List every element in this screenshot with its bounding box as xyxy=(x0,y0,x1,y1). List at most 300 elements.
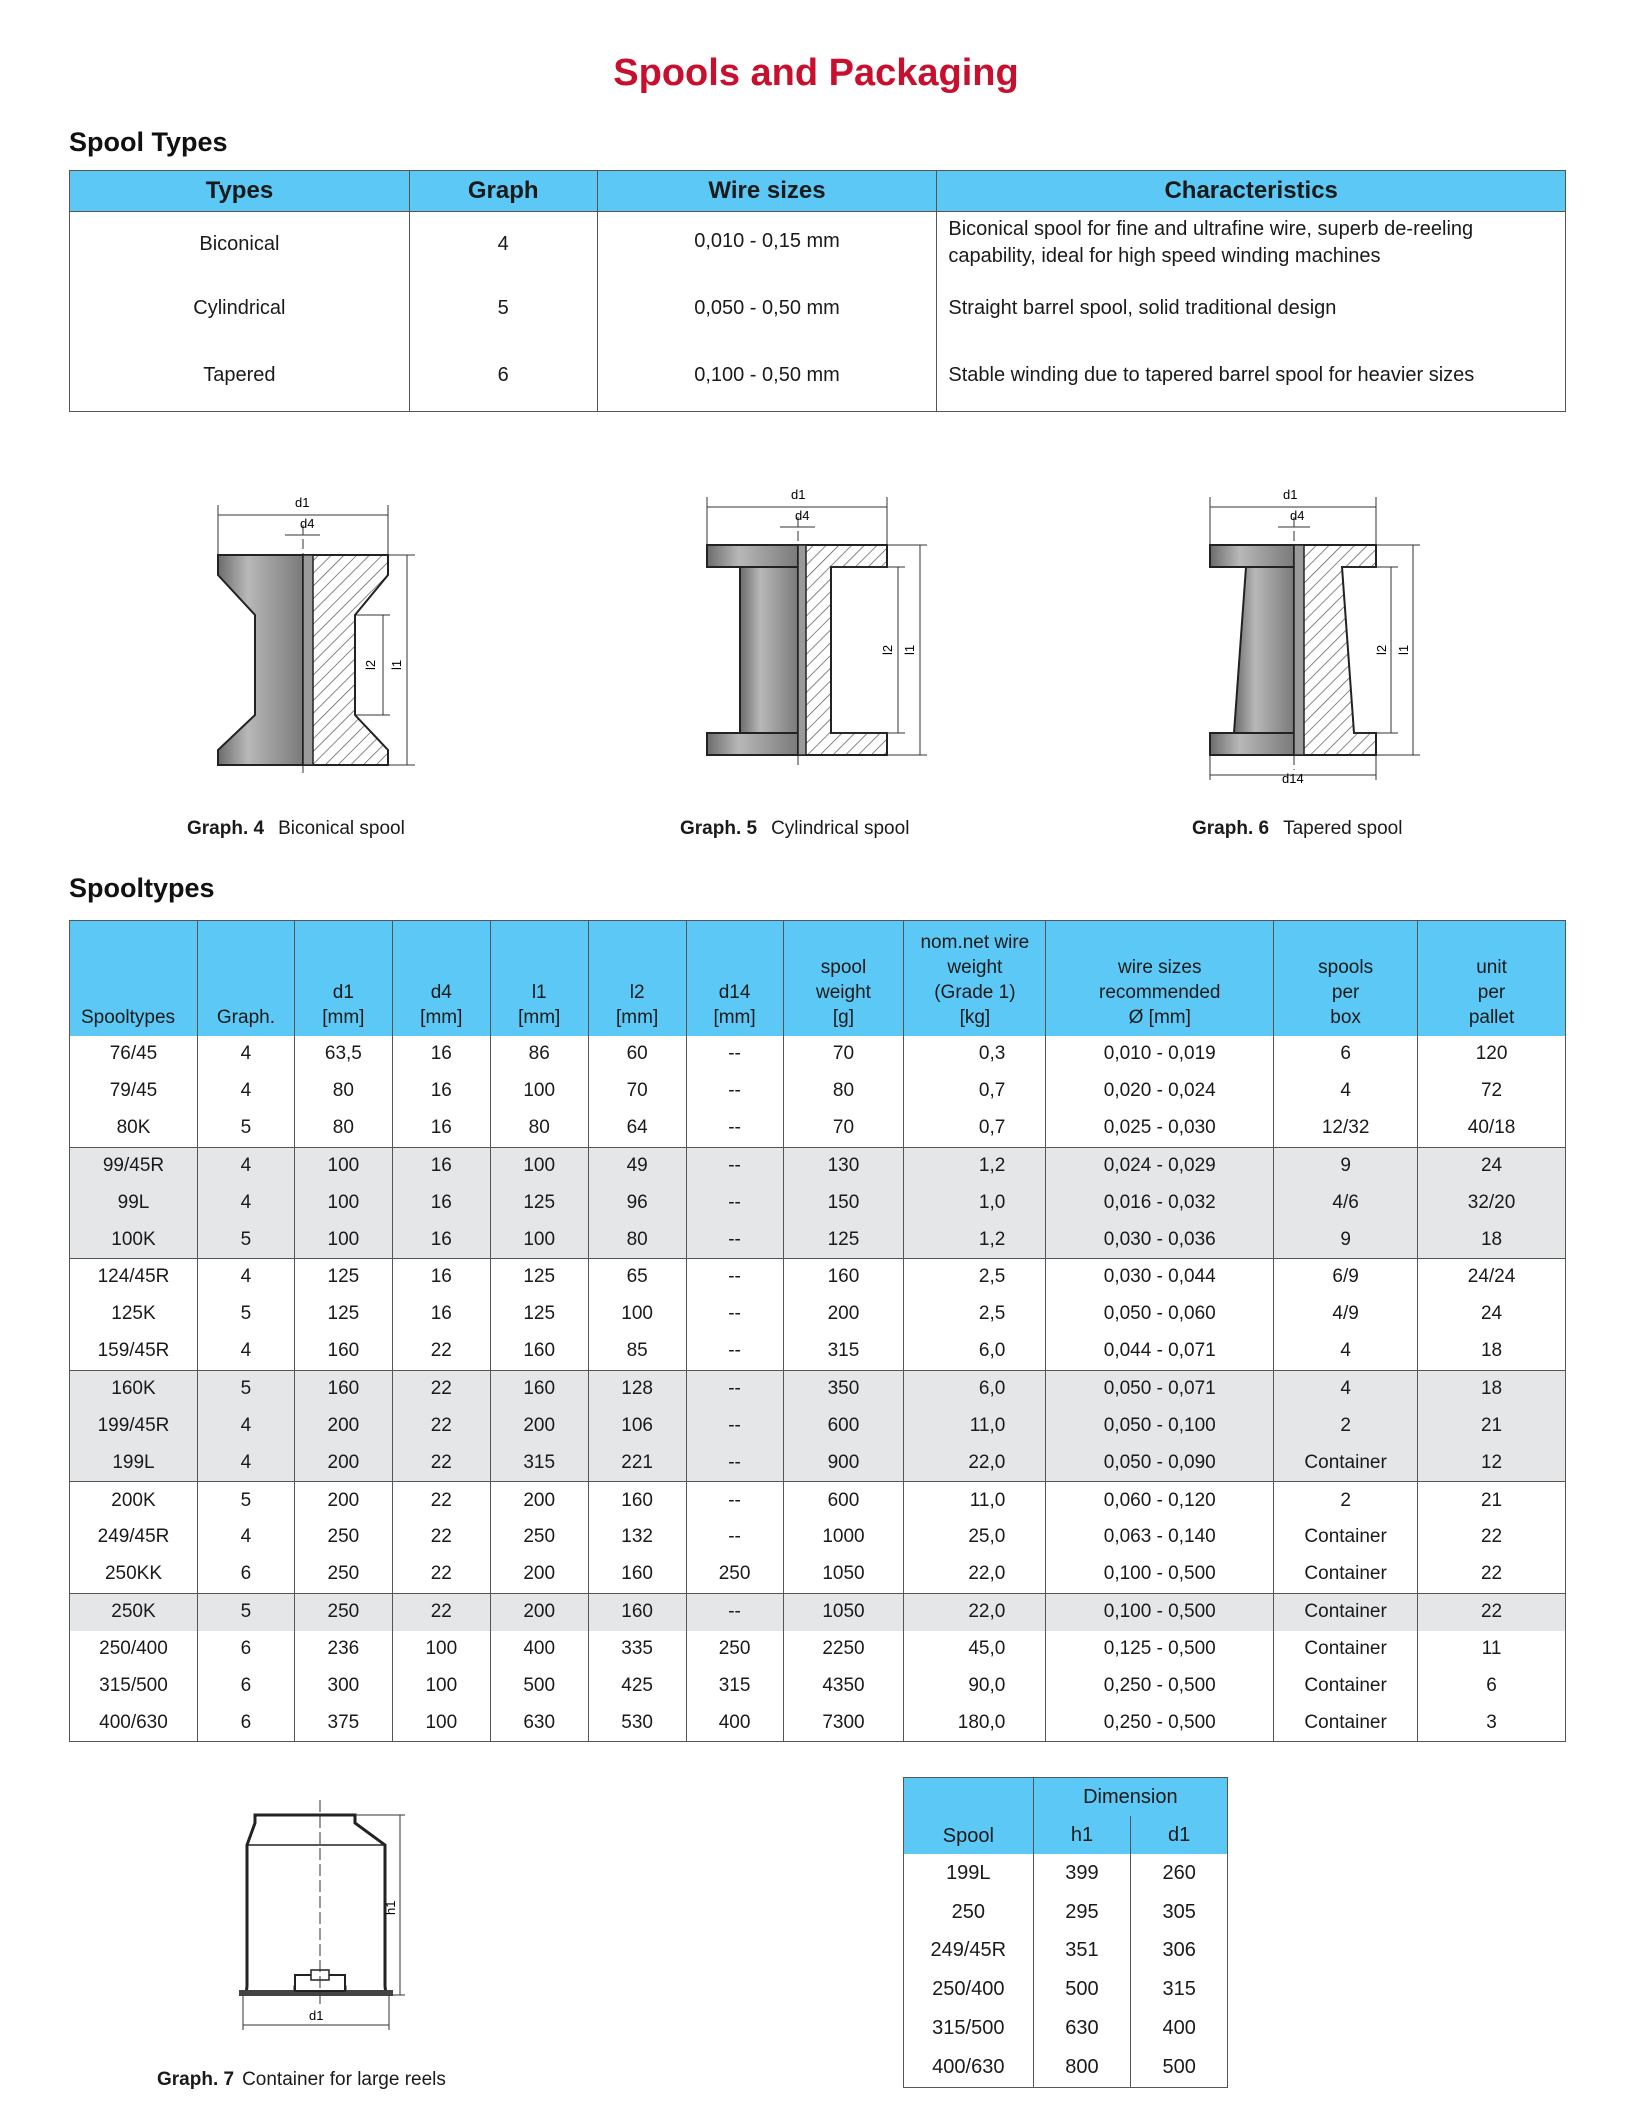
table-cell: 0,010 - 0,019 xyxy=(1046,1036,1274,1073)
table-cell: 80 xyxy=(294,1073,392,1110)
table-cell: 12/32 xyxy=(1274,1110,1418,1147)
table-cell: 7300 xyxy=(783,1704,904,1741)
table-cell: 1000 xyxy=(783,1519,904,1556)
table-cell: -- xyxy=(686,1073,783,1110)
table-cell: 11,0 xyxy=(904,1482,1046,1519)
table-cell: 125K xyxy=(111,1303,156,1325)
table-cell: 400/630 xyxy=(932,2055,1005,2078)
cell-characteristics: Stable winding due to tapered barrel spool for heavier sizes xyxy=(937,340,1566,412)
table-cell: 18 xyxy=(1418,1221,1566,1258)
table-cell: 200 xyxy=(783,1296,904,1333)
table-cell: Container xyxy=(1274,1667,1418,1704)
table-cell: 0,030 - 0,044 xyxy=(1046,1259,1274,1296)
table-cell: 200 xyxy=(294,1407,392,1444)
table-cell: 250 xyxy=(686,1556,783,1593)
header-line: pallet xyxy=(1468,1007,1515,1028)
table-cell: 160 xyxy=(490,1370,588,1407)
table-cell: 132 xyxy=(588,1519,686,1556)
spool-types-table xyxy=(69,170,1566,412)
table-cell: 250KK xyxy=(104,1563,162,1585)
container-drawing xyxy=(225,1795,425,2040)
table-cell: Container xyxy=(1274,1519,1418,1556)
table-cell: -- xyxy=(686,1110,783,1147)
table-cell: 22,0 xyxy=(904,1556,1046,1593)
header-line: spool xyxy=(820,957,867,978)
table-cell: 22,0 xyxy=(904,1444,1046,1481)
page-title: Spools and Packaging xyxy=(613,52,1019,94)
header-col-7 xyxy=(783,921,904,1037)
header-col-6 xyxy=(686,921,783,1037)
table-cell: 100 xyxy=(392,1631,490,1668)
table-cell: 236 xyxy=(294,1631,392,1668)
table-cell: 24 xyxy=(1418,1296,1566,1333)
table-cell: 12 xyxy=(1418,1444,1566,1481)
table-cell: 125 xyxy=(783,1221,904,1258)
tapered-spool-drawing xyxy=(1198,485,1438,795)
table-cell: 180,0 xyxy=(904,1704,1046,1741)
table-cell: 22 xyxy=(1418,1556,1566,1593)
table-cell: 45,0 xyxy=(904,1631,1046,1668)
table-row xyxy=(70,1184,1566,1221)
cell-type: Biconical xyxy=(199,232,280,255)
header-col-5 xyxy=(588,921,686,1037)
table-cell: 2,5 xyxy=(904,1296,1046,1333)
table-cell: 0,7 xyxy=(904,1073,1046,1110)
table-cell: 6 xyxy=(1274,1036,1418,1073)
header-line: weight xyxy=(816,982,871,1003)
header-line: d14 xyxy=(718,982,751,1003)
table-cell: 0,016 - 0,032 xyxy=(1046,1184,1274,1221)
g5-label-d1: d1 xyxy=(791,487,806,502)
table-row xyxy=(70,1407,1566,1444)
header-col-8 xyxy=(904,921,1046,1037)
table-row xyxy=(70,212,1566,277)
table-cell: 4 xyxy=(1274,1073,1418,1110)
table-cell: 160 xyxy=(588,1482,686,1519)
table-cell: 5 xyxy=(197,1370,294,1407)
cell-characteristics: Biconical spool for fine and ultrafine wire, superb de-reeling capability, ideal for high speed winding machines xyxy=(937,212,1566,277)
table-cell: 4 xyxy=(197,1333,294,1370)
header-graph: Graph xyxy=(409,171,597,212)
graph-5-label: Cylindrical spool xyxy=(771,818,910,839)
g4-label-l1: l1 xyxy=(389,659,404,670)
table-cell: 22 xyxy=(392,1370,490,1407)
table-cell: 6,0 xyxy=(904,1370,1046,1407)
header-col-0 xyxy=(70,921,198,1037)
table-cell: 800 xyxy=(1033,2048,1131,2087)
table-cell: 500 xyxy=(490,1667,588,1704)
table-cell: 125 xyxy=(490,1259,588,1296)
cell-graph: 5 xyxy=(409,277,597,340)
table-cell: 100K xyxy=(70,1221,198,1258)
table-cell: 0,050 - 0,100 xyxy=(1046,1407,1274,1444)
table-cell: 1,2 xyxy=(904,1221,1046,1258)
table-cell: 6 xyxy=(197,1704,294,1741)
table-cell: 199L xyxy=(70,1444,198,1481)
table-cell: 22 xyxy=(1418,1519,1566,1556)
dimension-table-body xyxy=(904,1854,1228,2087)
table-cell: 6 xyxy=(197,1667,294,1704)
table-cell: 200 xyxy=(490,1556,588,1593)
table-cell: 4 xyxy=(1274,1370,1418,1407)
table-cell: 305 xyxy=(1131,1893,1228,1932)
table-cell: 100 xyxy=(490,1073,588,1110)
table-cell: 399 xyxy=(1033,1854,1131,1893)
table-cell: -- xyxy=(686,1221,783,1258)
header-line: [mm] xyxy=(713,1007,756,1028)
table-cell: 24/24 xyxy=(1418,1259,1566,1296)
table-cell: 130 xyxy=(783,1147,904,1184)
table-cell: 160K xyxy=(70,1370,198,1407)
table-cell: 315/500 xyxy=(99,1674,168,1696)
spool-types-heading: Spool Types xyxy=(69,127,228,157)
table-cell: 0,050 - 0,071 xyxy=(1046,1370,1274,1407)
table-cell: 4/9 xyxy=(1274,1296,1418,1333)
table-cell: 100 xyxy=(294,1184,392,1221)
table-row xyxy=(70,1631,1566,1668)
table-cell: 22 xyxy=(392,1333,490,1370)
table-cell: 400/630 xyxy=(99,1711,168,1733)
table-row xyxy=(70,340,1566,412)
table-cell: 80 xyxy=(490,1110,588,1147)
table-cell: 0,050 - 0,060 xyxy=(1046,1296,1274,1333)
table-row xyxy=(70,1444,1566,1481)
header-line: d1 xyxy=(332,982,354,1003)
table-cell: 128 xyxy=(588,1370,686,1407)
table-cell: 0,025 - 0,030 xyxy=(1046,1110,1274,1147)
table-cell: 4 xyxy=(197,1147,294,1184)
table-row xyxy=(70,1667,1566,1704)
cylindrical-spool-drawing xyxy=(695,485,955,770)
table-cell: 250/400 xyxy=(99,1637,168,1659)
table-cell: 76/45 xyxy=(109,1043,158,1065)
table-cell: -- xyxy=(686,1482,783,1519)
table-cell: 0,050 - 0,090 xyxy=(1046,1444,1274,1481)
table-cell: 249/45R xyxy=(930,1939,1007,1962)
table-cell: 49 xyxy=(588,1147,686,1184)
table-cell: 16 xyxy=(392,1073,490,1110)
cell-graph: 6 xyxy=(409,340,597,412)
header-line: per xyxy=(1331,982,1360,1003)
table-cell: -- xyxy=(686,1593,783,1630)
header-line: l2 xyxy=(629,982,645,1003)
dimension-table xyxy=(903,1777,1228,2088)
table-cell: 16 xyxy=(392,1036,490,1073)
header-line: recommended xyxy=(1099,982,1221,1003)
table-cell: 5 xyxy=(197,1593,294,1630)
table-cell: 22 xyxy=(392,1407,490,1444)
table-cell: 630 xyxy=(1033,2009,1131,2048)
table-cell: 5 xyxy=(197,1482,294,1519)
table-cell: 160 xyxy=(490,1333,588,1370)
table-cell: 200 xyxy=(490,1593,588,1630)
table-cell: 160 xyxy=(294,1370,392,1407)
table-cell: 6 xyxy=(197,1631,294,1668)
table-cell: 22,0 xyxy=(904,1593,1046,1630)
table-cell: 16 xyxy=(392,1147,490,1184)
table-cell: -- xyxy=(686,1296,783,1333)
table-cell: 6 xyxy=(197,1556,294,1593)
table-cell: 315 xyxy=(490,1444,588,1481)
header-wire-sizes: Wire sizes xyxy=(597,171,937,212)
table-cell: 260 xyxy=(1131,1854,1228,1893)
table-cell: 159/45R xyxy=(97,1340,170,1362)
header-line: d4 xyxy=(430,982,452,1003)
cell-type: Cylindrical xyxy=(193,296,286,319)
table-cell: 335 xyxy=(588,1631,686,1668)
table-cell: 9 xyxy=(1274,1147,1418,1184)
table-cell: 2,5 xyxy=(904,1259,1046,1296)
table-cell: 0,024 - 0,029 xyxy=(1046,1147,1274,1184)
table-cell: 9 xyxy=(1274,1221,1418,1258)
header-h1: h1 xyxy=(1033,1816,1131,1854)
table-cell: 0,250 - 0,500 xyxy=(1046,1704,1274,1741)
header-col-9 xyxy=(1046,921,1274,1037)
table-cell: 0,020 - 0,024 xyxy=(1046,1073,1274,1110)
table-cell: -- xyxy=(686,1147,783,1184)
header-line: [kg] xyxy=(959,1007,991,1028)
header-line: [g] xyxy=(832,1007,855,1028)
g6-label-d4: d4 xyxy=(1290,508,1305,523)
g4-label-d1: d1 xyxy=(295,495,310,510)
table-cell: 199/45R xyxy=(70,1407,198,1444)
table-cell: 4 xyxy=(197,1444,294,1481)
g6-label-d14: d14 xyxy=(1282,771,1304,786)
table-cell: 160 xyxy=(783,1259,904,1296)
table-cell: 0,250 - 0,500 xyxy=(1046,1667,1274,1704)
table-cell: 250 xyxy=(490,1519,588,1556)
header-line: l1 xyxy=(531,982,547,1003)
table-cell: 4 xyxy=(1274,1333,1418,1370)
g6-label-l2: l2 xyxy=(1374,644,1389,655)
table-cell: 200 xyxy=(294,1482,392,1519)
table-cell: 4350 xyxy=(783,1667,904,1704)
table-cell: 250/400 xyxy=(932,1978,1005,2001)
table-cell: 125 xyxy=(294,1259,392,1296)
table-row xyxy=(70,1704,1566,1741)
table-cell: 85 xyxy=(588,1333,686,1370)
graph-4-label: Biconical spool xyxy=(278,818,405,839)
table-cell: 18 xyxy=(1418,1370,1566,1407)
table-cell: 221 xyxy=(588,1444,686,1481)
graph-7-caption xyxy=(157,2069,446,2091)
table-cell: 90,0 xyxy=(904,1667,1046,1704)
table-cell: 79/45 xyxy=(109,1080,158,1102)
table-cell: 200 xyxy=(490,1482,588,1519)
table-cell: Container xyxy=(1274,1444,1418,1481)
table-cell: 500 xyxy=(1131,2048,1228,2087)
g6-label-l1: l1 xyxy=(1396,644,1411,655)
table-cell: 0,063 - 0,140 xyxy=(1046,1519,1274,1556)
table-cell: 60 xyxy=(588,1036,686,1073)
g5-label-l2: l2 xyxy=(880,644,895,655)
table-cell: 900 xyxy=(783,1444,904,1481)
table-row xyxy=(904,2048,1228,2087)
table-row xyxy=(904,1932,1228,1971)
table-cell: 99/45R xyxy=(70,1147,198,1184)
table-cell: 200 xyxy=(490,1407,588,1444)
table-cell: 6/9 xyxy=(1274,1259,1418,1296)
table-cell: 160 xyxy=(588,1593,686,1630)
header-spool: Spool xyxy=(904,1778,1034,1855)
table-cell: 3 xyxy=(1418,1704,1566,1741)
header-line: weight xyxy=(947,957,1003,978)
table-cell: 22 xyxy=(392,1556,490,1593)
table-header-row xyxy=(70,921,1566,1037)
table-cell: 100 xyxy=(490,1147,588,1184)
table-cell: 1050 xyxy=(783,1556,904,1593)
table-cell: Container xyxy=(1274,1593,1418,1630)
table-cell: 375 xyxy=(294,1704,392,1741)
table-row xyxy=(904,2009,1228,2048)
table-cell: 4 xyxy=(197,1259,294,1296)
header-col-10 xyxy=(1274,921,1418,1037)
header-line: (Grade 1) xyxy=(934,982,1016,1003)
table-cell: -- xyxy=(686,1036,783,1073)
table-row xyxy=(70,1370,1566,1407)
graph-7-label: Container for large reels xyxy=(242,2069,446,2090)
graph-6-caption xyxy=(1192,818,1402,840)
cell-graph: 4 xyxy=(409,212,597,277)
table-cell: 0,044 - 0,071 xyxy=(1046,1333,1274,1370)
table-cell: 351 xyxy=(1033,1932,1131,1971)
graph-6-label: Tapered spool xyxy=(1283,818,1403,839)
table-cell: 2250 xyxy=(783,1631,904,1668)
table-cell: 100 xyxy=(588,1296,686,1333)
table-cell: 4 xyxy=(197,1519,294,1556)
header-d1: d1 xyxy=(1131,1816,1228,1854)
table-header-row xyxy=(904,1778,1228,1817)
table-cell: 315 xyxy=(1131,1970,1228,2009)
table-row xyxy=(70,1110,1566,1147)
header-line: unit xyxy=(1476,957,1507,978)
header-dimension: Dimension xyxy=(1033,1778,1227,1817)
table-cell: 22 xyxy=(392,1482,490,1519)
table-cell: 22 xyxy=(392,1593,490,1630)
table-cell: 16 xyxy=(392,1259,490,1296)
table-cell: 70 xyxy=(588,1073,686,1110)
table-cell: 80 xyxy=(588,1221,686,1258)
table-cell: 200K xyxy=(70,1482,198,1519)
table-cell: 0,100 - 0,500 xyxy=(1046,1593,1274,1630)
table-cell: 160 xyxy=(294,1333,392,1370)
table-cell: 120 xyxy=(1418,1036,1566,1073)
table-cell: 11 xyxy=(1418,1631,1566,1668)
table-cell: 425 xyxy=(588,1667,686,1704)
table-cell: 4 xyxy=(197,1407,294,1444)
g7-label-h1: h1 xyxy=(383,1900,398,1915)
table-cell: 500 xyxy=(1033,1970,1131,2009)
table-cell: Container xyxy=(1274,1556,1418,1593)
table-cell: 70 xyxy=(783,1110,904,1147)
table-cell: 250K xyxy=(70,1593,198,1630)
table-row xyxy=(70,1333,1566,1370)
table-cell: 72 xyxy=(1418,1073,1566,1110)
header-col-11 xyxy=(1418,921,1566,1037)
graph-7-number: Graph. 7 xyxy=(157,2069,235,2090)
header-col-3 xyxy=(392,921,490,1037)
header-line: spools xyxy=(1318,957,1374,978)
table-cell: 124/45R xyxy=(70,1259,198,1296)
table-cell: 70 xyxy=(783,1036,904,1073)
table-cell: 125 xyxy=(294,1296,392,1333)
table-cell: 64 xyxy=(588,1110,686,1147)
table-cell: -- xyxy=(686,1370,783,1407)
table-cell: 16 xyxy=(392,1110,490,1147)
table-cell: 22 xyxy=(392,1444,490,1481)
table-cell: 100 xyxy=(490,1221,588,1258)
graph-6-number: Graph. 6 xyxy=(1192,818,1270,839)
header-line: Spooltypes xyxy=(81,1007,176,1028)
table-cell: 199L xyxy=(946,1861,991,1884)
table-row xyxy=(904,1854,1228,1893)
table-row xyxy=(70,1036,1566,1073)
header-line: wire sizes xyxy=(1118,957,1202,978)
table-cell: -- xyxy=(686,1444,783,1481)
table-cell: 16 xyxy=(392,1221,490,1258)
table-row xyxy=(904,1970,1228,2009)
table-cell: 0,7 xyxy=(904,1110,1046,1147)
table-cell: 96 xyxy=(588,1184,686,1221)
table-cell: 160 xyxy=(588,1556,686,1593)
table-row xyxy=(70,1147,1566,1184)
header-line: [mm] xyxy=(420,1007,463,1028)
table-cell: 0,060 - 0,120 xyxy=(1046,1482,1274,1519)
table-cell: 80 xyxy=(783,1073,904,1110)
header-col-1 xyxy=(197,921,294,1037)
table-cell: 400 xyxy=(490,1631,588,1668)
table-cell: 100 xyxy=(294,1221,392,1258)
g6-label-d1: d1 xyxy=(1283,487,1298,502)
graph-4-number: Graph. 4 xyxy=(187,818,265,839)
graph-4-caption xyxy=(187,818,405,840)
graph-5-caption xyxy=(680,818,909,840)
g4-label-l2: l2 xyxy=(363,659,378,670)
table-cell: 250 xyxy=(951,1900,985,1923)
table-row xyxy=(70,1259,1566,1296)
table-cell: 0,030 - 0,036 xyxy=(1046,1221,1274,1258)
header-line: nom.net wire xyxy=(920,932,1030,953)
table-cell: 100 xyxy=(294,1147,392,1184)
table-cell: 6 xyxy=(1418,1667,1566,1704)
table-cell: 295 xyxy=(1033,1893,1131,1932)
table-cell: 1,0 xyxy=(904,1184,1046,1221)
table-row xyxy=(70,1221,1566,1258)
table-cell: 80 xyxy=(294,1110,392,1147)
table-cell: -- xyxy=(686,1519,783,1556)
cell-sizes: 0,010 - 0,15 mm xyxy=(597,212,937,277)
table-cell: 150 xyxy=(783,1184,904,1221)
cell-characteristics: Straight barrel spool, solid traditional design xyxy=(937,277,1566,340)
table-cell: 250 xyxy=(294,1519,392,1556)
table-cell: 5 xyxy=(197,1296,294,1333)
table-cell: 32/20 xyxy=(1418,1184,1566,1221)
g5-label-l1: l1 xyxy=(902,644,917,655)
table-cell: 0,100 - 0,500 xyxy=(1046,1556,1274,1593)
table-cell: 350 xyxy=(783,1370,904,1407)
cell-sizes: 0,050 - 0,50 mm xyxy=(597,277,937,340)
graph-5-number: Graph. 5 xyxy=(680,818,758,839)
header-characteristics: Characteristics xyxy=(937,171,1566,212)
header-line: [mm] xyxy=(518,1007,561,1028)
table-cell: 6,0 xyxy=(904,1333,1046,1370)
table-row xyxy=(70,1296,1566,1333)
table-cell: 2 xyxy=(1274,1482,1418,1519)
table-cell: 4 xyxy=(197,1184,294,1221)
table-cell: 80K xyxy=(116,1117,151,1139)
table-cell: 21 xyxy=(1418,1482,1566,1519)
table-cell: 100 xyxy=(392,1704,490,1741)
